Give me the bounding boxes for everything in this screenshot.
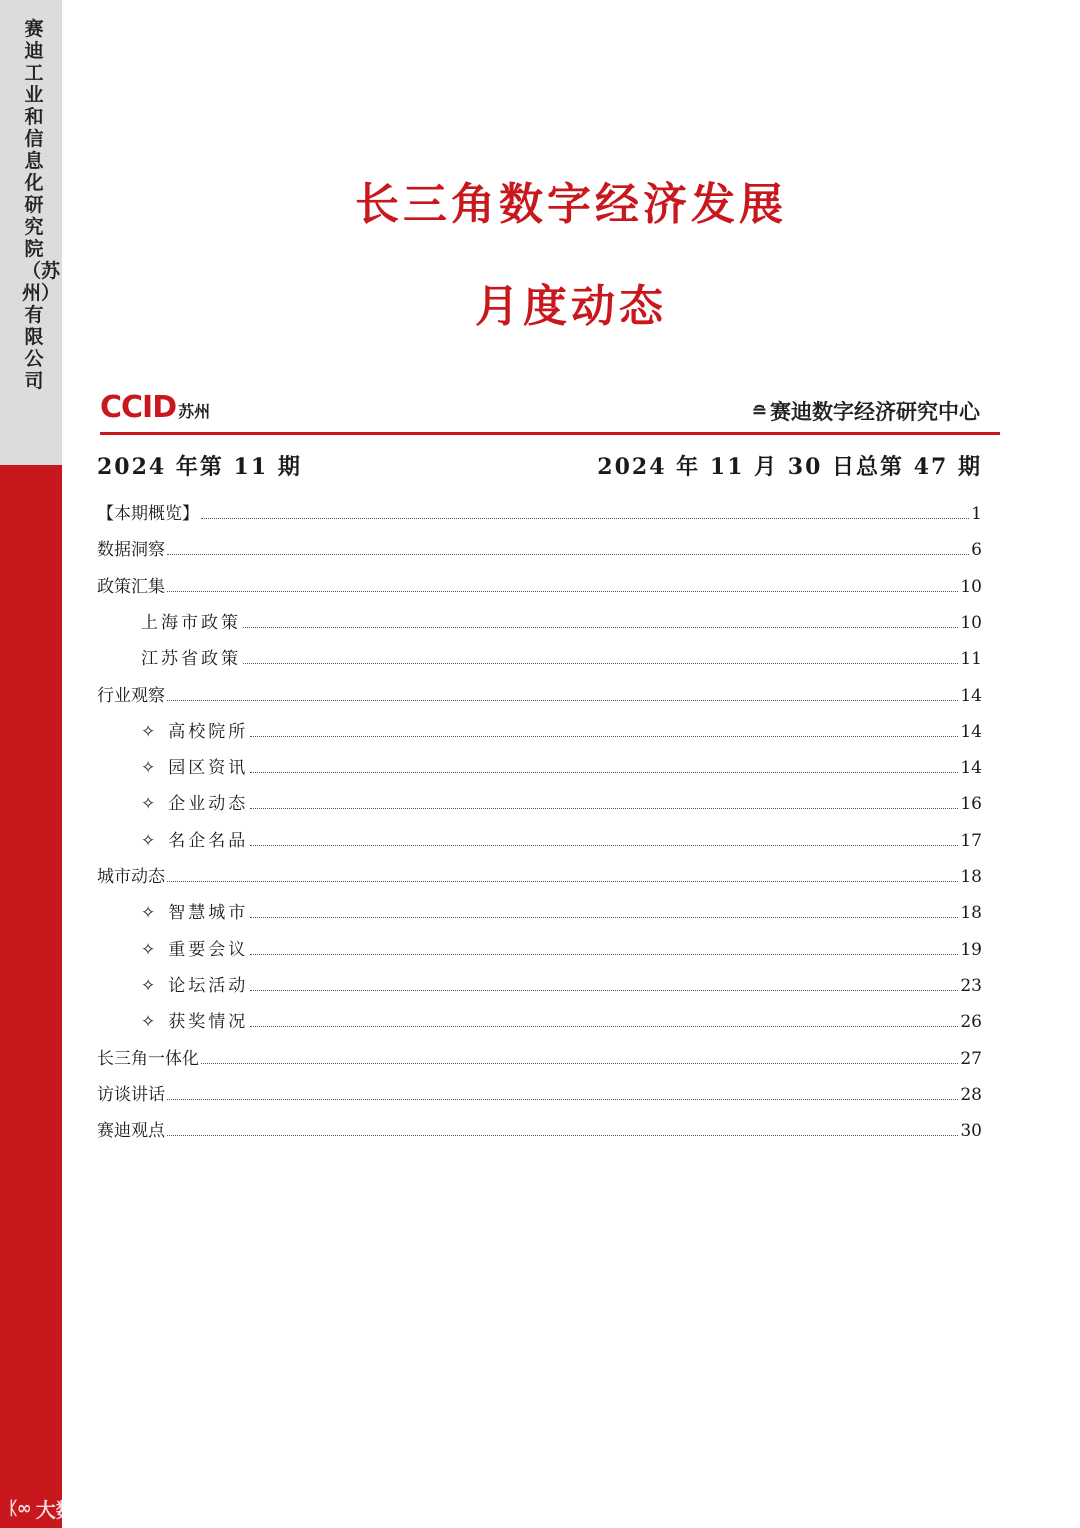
toc-dot-leader	[250, 736, 958, 737]
watermark-text: 大数跨境	[35, 1498, 116, 1522]
toc-entry-label: 赛迪观点	[97, 1121, 165, 1142]
diamond-bullet-icon: ✧	[141, 903, 159, 924]
toc-entry[interactable]	[97, 670, 982, 706]
toc-dot-leader	[243, 663, 958, 664]
sidebar-red-band	[0, 465, 62, 1528]
toc-dot-leader	[167, 1099, 958, 1100]
diamond-bullet-icon: ✧	[141, 794, 159, 815]
diamond-bullet-icon: ✧	[141, 939, 159, 960]
diamond-bullet-icon: ✧	[141, 830, 159, 851]
research-center	[752, 396, 980, 426]
toc-entry[interactable]	[141, 924, 982, 960]
toc-entry-page: 16	[960, 794, 982, 815]
toc-entry-label: 政策汇集	[97, 576, 165, 597]
toc-entry-page: 10	[960, 612, 982, 633]
toc-entry-page: 14	[960, 758, 982, 779]
toc-entry[interactable]	[97, 561, 982, 597]
toc-entry[interactable]	[97, 851, 982, 887]
toc-dot-leader	[250, 1026, 958, 1027]
toc-dot-leader	[167, 1135, 958, 1136]
diamond-bullet-icon: ✧	[141, 975, 159, 996]
toc-dot-leader	[250, 808, 958, 809]
toc-entry-page: 11	[960, 649, 982, 670]
toc-entry-page: 18	[960, 903, 982, 924]
issue-number: 2024 年第 11 期	[97, 454, 302, 480]
toc-dot-leader	[250, 845, 958, 846]
header-divider	[100, 432, 1000, 435]
toc-entry[interactable]	[141, 597, 982, 633]
issue-date: 2024 年 11 月 30 日总第 47 期	[597, 454, 982, 480]
toc-entry[interactable]	[97, 1033, 982, 1069]
document-title: 长三角数字经济发展	[355, 179, 787, 230]
toc-dot-leader	[243, 627, 958, 628]
toc-dot-leader	[167, 554, 969, 555]
toc-entry-page: 1	[971, 504, 982, 524]
toc-dot-leader	[167, 591, 958, 592]
diamond-bullet-icon: ✧	[141, 721, 159, 742]
toc-dot-leader	[167, 881, 958, 882]
toc-entry[interactable]	[141, 633, 982, 669]
watermark	[8, 1494, 116, 1523]
toc-dot-leader	[167, 700, 958, 701]
research-center-name: 赛迪数字经济研究中心	[770, 399, 980, 424]
toc-dot-leader	[201, 1063, 958, 1064]
toc-entry-page: 17	[960, 830, 982, 851]
toc-entry[interactable]	[141, 742, 982, 778]
toc-entry-page: 19	[960, 939, 982, 960]
toc-entry-label: 数据洞察	[97, 540, 165, 561]
toc-entry[interactable]	[97, 524, 982, 560]
logo-sub-text: 苏州	[178, 402, 211, 421]
toc-entry-label: 名企名品	[168, 830, 249, 851]
logo-main-text: CCID	[100, 390, 177, 425]
ccid-logo	[100, 390, 210, 425]
toc-dot-leader	[201, 518, 969, 519]
toc-entry-page: 23	[960, 975, 982, 996]
toc-entry[interactable]	[141, 778, 982, 814]
toc-entry-page: 10	[960, 576, 982, 597]
toc-entry[interactable]	[97, 488, 982, 524]
toc-entry[interactable]	[97, 1069, 982, 1105]
toc-entry-label: 论坛活动	[168, 975, 249, 996]
toc-entry-page: 27	[960, 1048, 982, 1069]
toc-entry-label: 智慧城市	[168, 903, 249, 924]
diamond-bullet-icon: ✧	[141, 1012, 159, 1033]
toc-entry-label: 城市动态	[97, 867, 165, 887]
toc-entry[interactable]	[141, 706, 982, 742]
toc-entry-label: 重要会议	[168, 939, 249, 960]
sidebar-org-name: 赛迪工业和信息化研究院（苏州）有限公司	[22, 18, 61, 392]
toc-entry-label: 访谈讲话	[97, 1084, 165, 1105]
toc-entry-page: 30	[960, 1121, 982, 1142]
toc-entry-page: 18	[960, 867, 982, 887]
toc-entry-label: 行业观察	[97, 685, 165, 706]
toc-dot-leader	[250, 954, 958, 955]
toc-entry-label: 企业动态	[168, 794, 249, 815]
toc-dot-leader	[250, 990, 958, 991]
sidebar	[0, 0, 116, 1528]
brand-row	[100, 390, 1000, 430]
diamond-bullet-icon: ✧	[141, 758, 159, 779]
toc-entry[interactable]	[141, 887, 982, 923]
toc-entry-label: 【本期概览】	[97, 504, 199, 524]
toc-dot-leader	[250, 917, 958, 918]
toc-entry-page: 26	[960, 1012, 982, 1033]
toc-entry-page: 6	[971, 540, 982, 561]
toc-entry-label: 长三角一体化	[97, 1048, 199, 1069]
document-subtitle: 月度动态	[475, 281, 667, 332]
toc-entry[interactable]	[141, 960, 982, 996]
toc-entry-label: 上海市政策	[141, 612, 241, 633]
toc-entry-label: 江苏省政策	[141, 649, 241, 670]
toc-entry-page: 14	[960, 721, 982, 742]
toc-entry-label: 获奖情况	[168, 1012, 249, 1033]
toc-entry-label: 高校院所	[168, 721, 249, 742]
toc-dot-leader	[250, 772, 958, 773]
toc-entry[interactable]	[97, 1105, 982, 1141]
toc-entry-label: 园区资讯	[168, 758, 249, 779]
toc-entry-page: 14	[960, 685, 982, 706]
watermark-logo-icon: ᛕ∞	[8, 1498, 30, 1519]
toc-entry[interactable]	[141, 996, 982, 1032]
ccid-mark-icon: ≘	[751, 400, 767, 422]
toc-entry-page: 28	[960, 1084, 982, 1105]
toc-entry[interactable]	[141, 815, 982, 851]
